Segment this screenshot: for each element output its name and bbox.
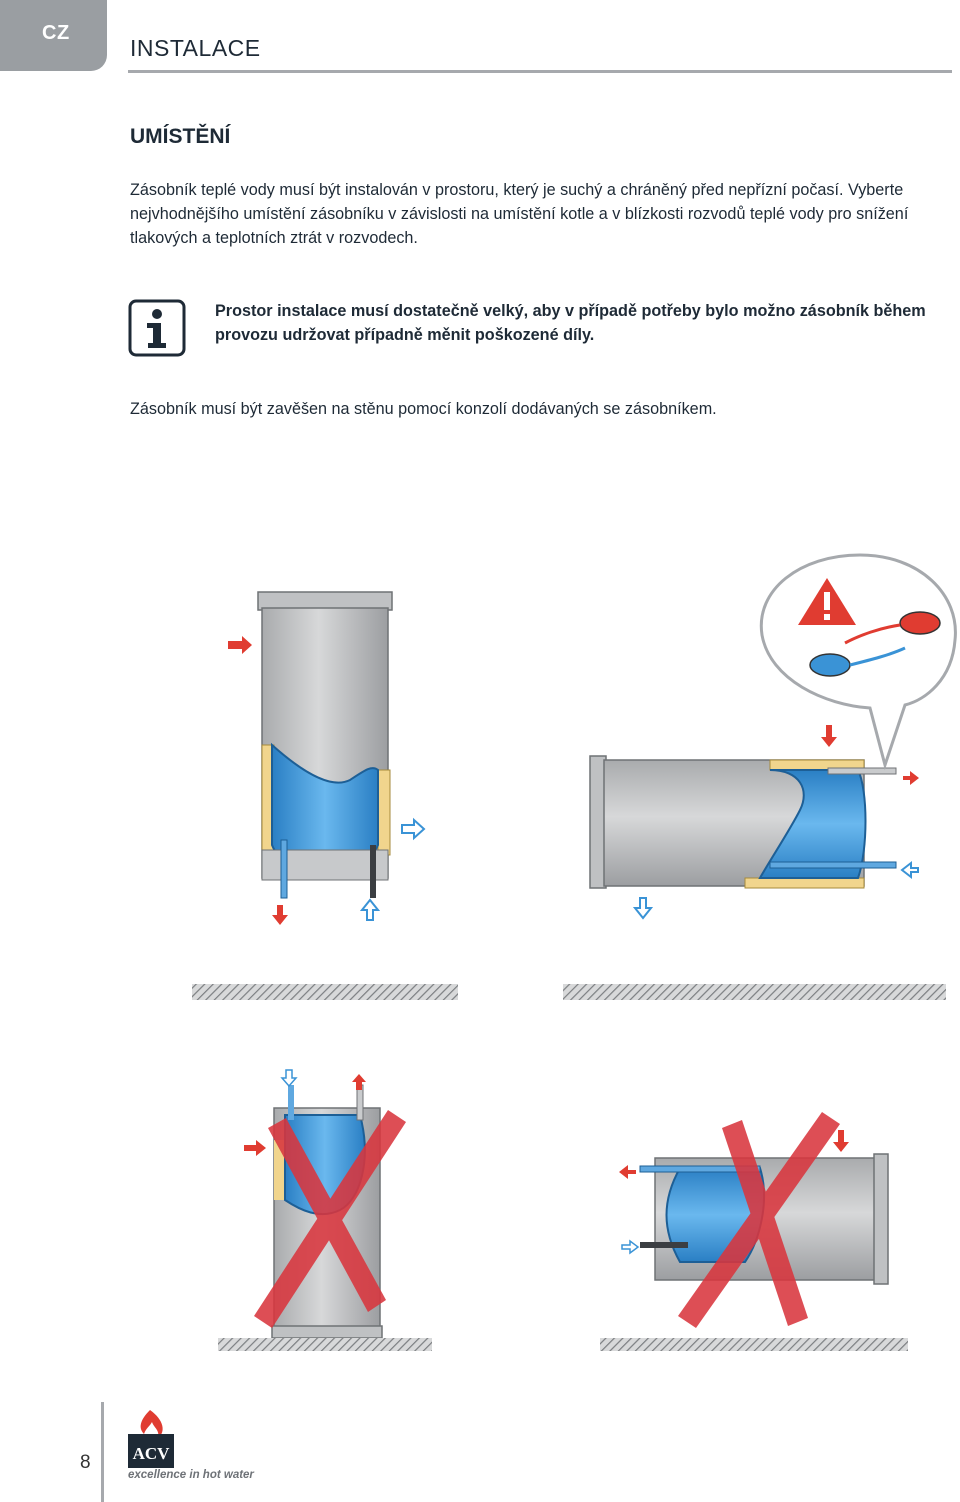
- section-title: UMÍSTĚNÍ: [130, 125, 231, 148]
- vertical-tank-incorrect: [244, 1070, 406, 1338]
- vertical-tank-correct: [228, 592, 424, 925]
- brand-logo: [126, 1408, 246, 1470]
- floor-left: [218, 1338, 432, 1351]
- floor-right: [600, 1338, 908, 1351]
- footer-divider: [101, 1402, 104, 1502]
- svg-text:ACV: ACV: [132, 1444, 170, 1463]
- mounting-paragraph: Zásobník musí být zavěšen na stěnu pomocí konzolí dodávaných se zásobníkem.: [130, 400, 717, 418]
- ceiling-right: [563, 984, 946, 1000]
- warning-callout: [761, 555, 955, 765]
- horizontal-tank-incorrect: [619, 1112, 888, 1328]
- header-divider: [128, 70, 952, 73]
- info-note: Prostor instalace musí dostatečně velký, aby v případě potřeby bylo možno zásobník během provozu udržovat případně měnit poškozené díly.: [215, 302, 926, 344]
- page-title: INSTALACE: [130, 35, 261, 61]
- intro-paragraph: Zásobník teplé vody musí být instalován v prostoru, který je suchý a chráněný před nepřízní počasí. Vyberte nejvhodnějšího umístění zásobníku v závislosti na umístění kotle a v blízkosti rozvodů teplé vody pro snížení tlakových a teplotních ztrát v rozvodech.: [130, 181, 909, 247]
- ceiling-left: [192, 984, 458, 1000]
- brand-tagline: excellence in hot water: [128, 1469, 254, 1481]
- installation-illustration: [0, 540, 960, 1390]
- horizontal-tank-correct: [590, 725, 919, 918]
- info-icon: [128, 299, 186, 357]
- language-code: CZ: [42, 22, 70, 44]
- language-tab: [0, 0, 107, 71]
- page-number: 8: [80, 1452, 91, 1473]
